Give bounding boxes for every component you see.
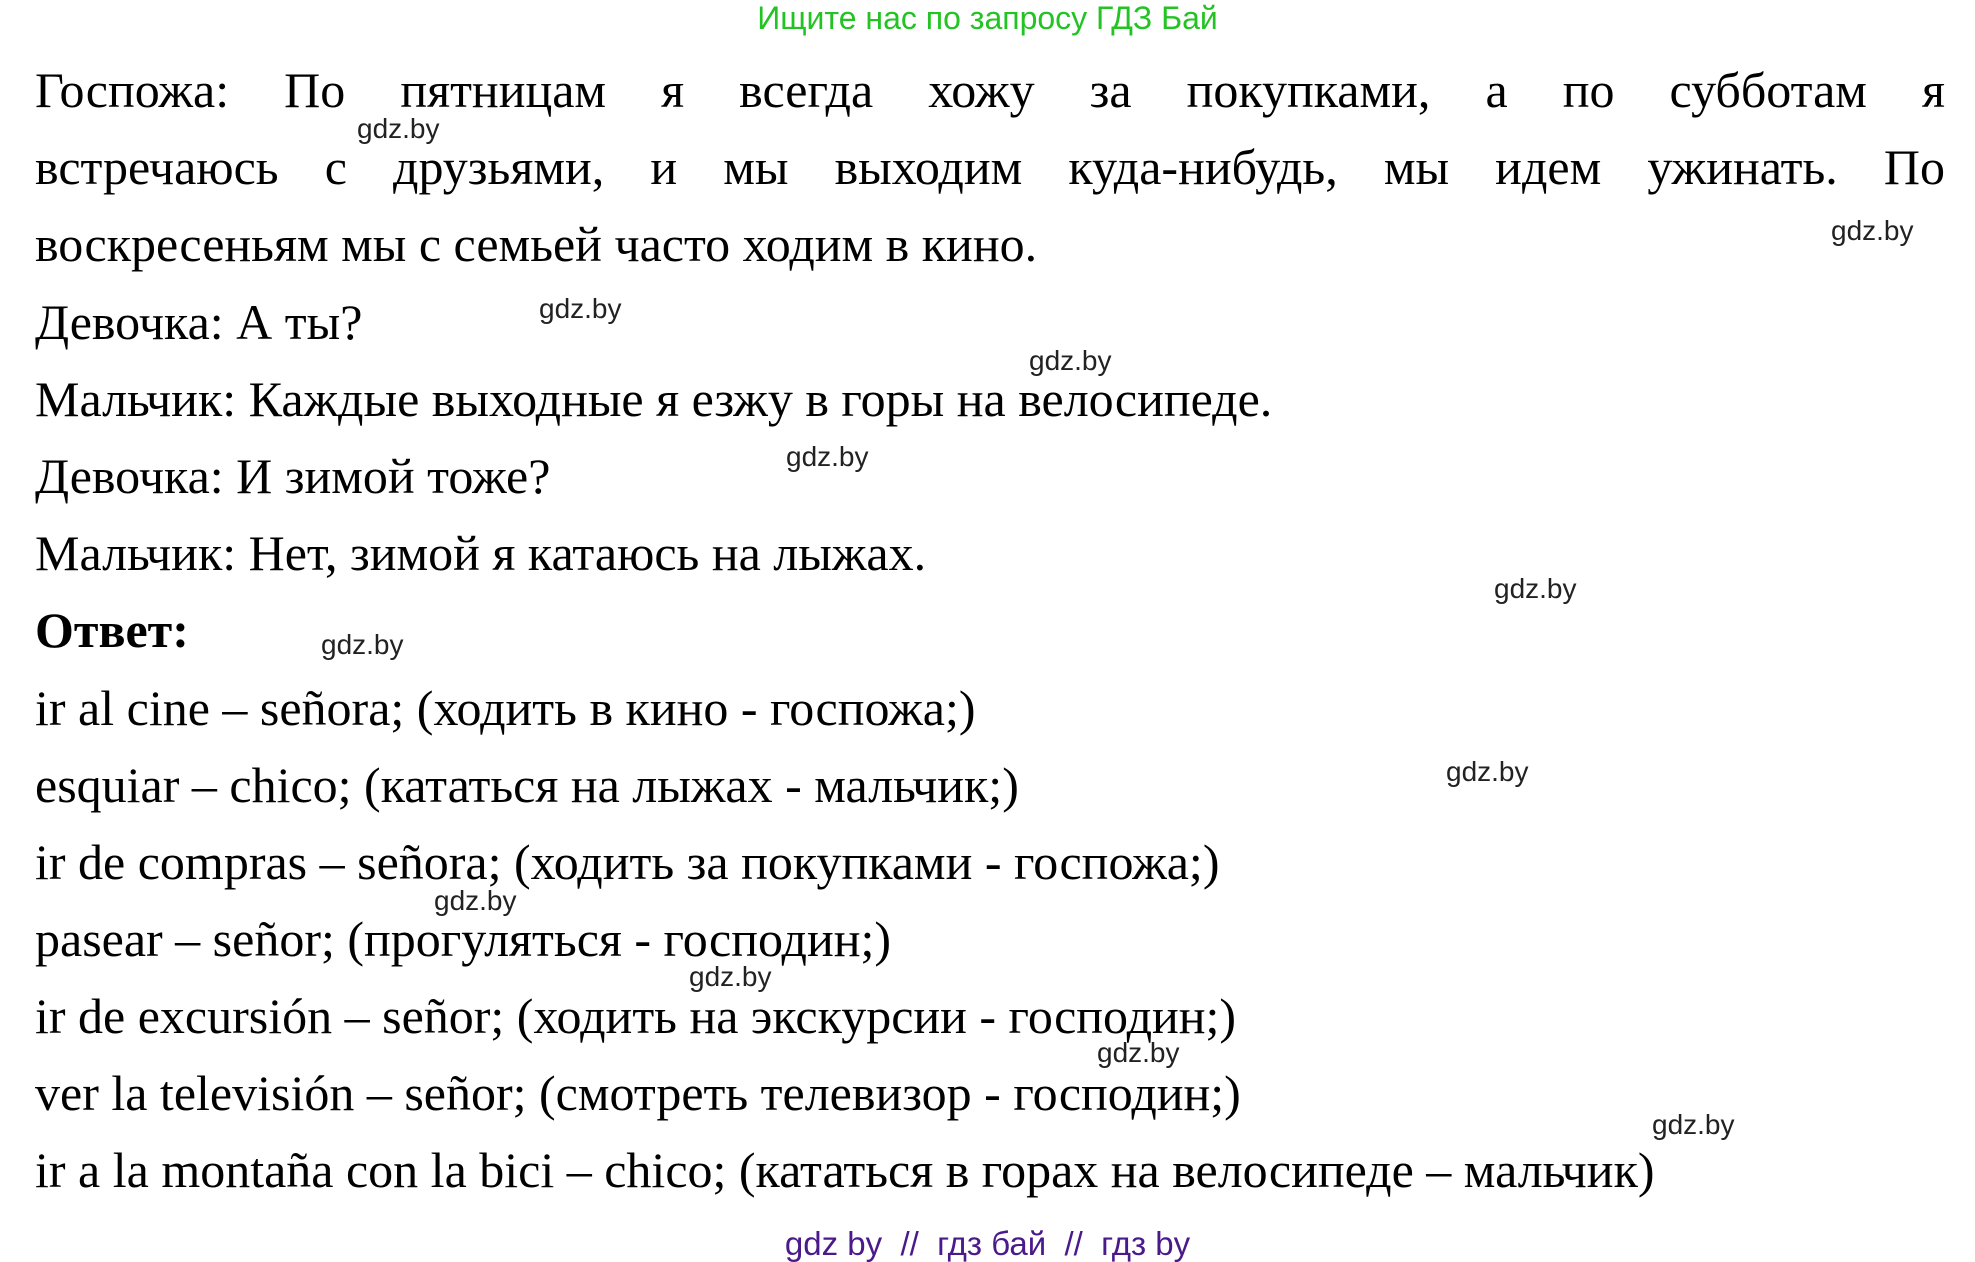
watermark: gdz.by [434, 885, 517, 916]
answer-line: ir a la montaña con la bici – chico; (кататься в горах на велосипеде – мальчик) [35, 1142, 1655, 1198]
watermark: gdz.by [1029, 345, 1112, 376]
watermark: gdz.by [689, 961, 772, 992]
watermark: gdz.by [1494, 573, 1577, 604]
answer-line: ir de excursión – señor; (ходить на экскурсии - господин;) [35, 988, 1237, 1044]
watermark: gdz.by [1446, 756, 1529, 787]
answer-line: ir de compras – señora; (ходить за покупками - госпожа;) [35, 834, 1220, 890]
footer-watermark: gdz by // гдз бай // гдз by [784, 1225, 1191, 1262]
watermark: gdz.by [1652, 1109, 1735, 1140]
watermark: gdz.by [539, 293, 622, 324]
dialogue-line: Мальчик: Каждые выходные я езжу в горы на велосипеде. [35, 371, 1273, 427]
dialogue-line: встречаюсь с друзьями, и мы выходим куда-нибудь, мы идем ужинать. По [35, 139, 1945, 195]
dialogue-line: воскресеньям мы с семьей часто ходим в кино. [35, 216, 1038, 272]
search-banner: Ищите нас по запросу ГДЗ Бай [757, 0, 1218, 36]
answer-line: pasear – señor; (прогуляться - господин;) [35, 911, 892, 967]
answer-line: ir al cine – señora; (ходить в кино - госпожа;) [35, 680, 976, 736]
dialogue-line: Девочка: А ты? [35, 294, 363, 350]
dialogue-line: Госпожа: По пятницам я всегда хожу за покупками, а по субботам я [35, 62, 1945, 118]
watermark: gdz.by [1831, 215, 1914, 246]
watermark: gdz.by [1097, 1037, 1180, 1068]
dialogue-line: Мальчик: Нет, зимой я катаюсь на лыжах. [35, 525, 927, 581]
answer-heading: Ответ: [35, 602, 189, 658]
watermark: gdz.by [321, 629, 404, 660]
watermark: gdz.by [357, 113, 440, 144]
dialogue-line: Девочка: И зимой тоже? [35, 448, 551, 504]
answer-line: esquiar – chico; (кататься на лыжах - мальчик;) [35, 757, 1019, 813]
watermark: gdz.by [786, 441, 869, 472]
answer-line: ver la televisión – señor; (смотреть телевизор - господин;) [35, 1065, 1241, 1121]
